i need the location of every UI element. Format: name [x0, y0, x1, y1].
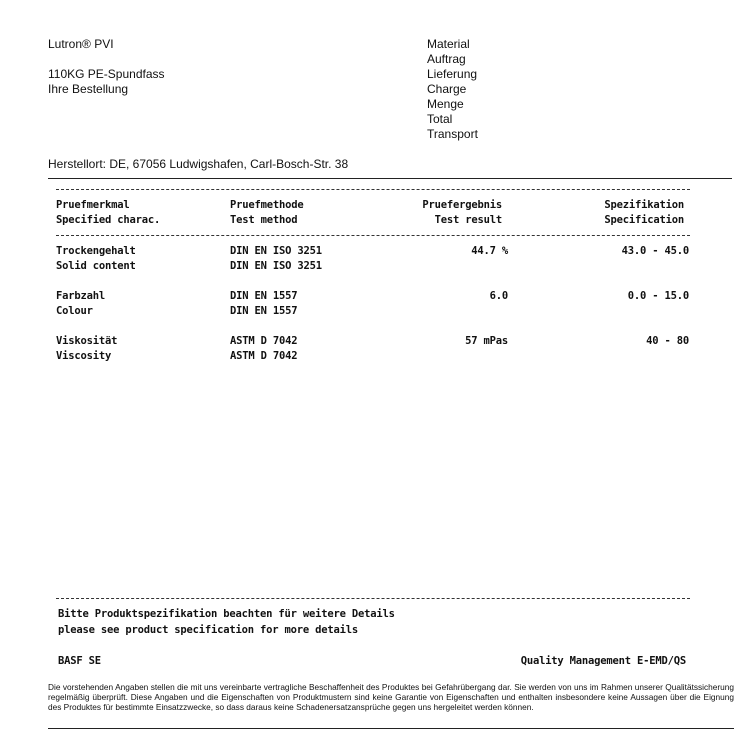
field-material: Material: [427, 37, 470, 51]
header-characteristic-de: Pruefmerkmal: [56, 199, 130, 211]
row-name-de: Farbzahl: [56, 290, 105, 302]
row-spec: 0.0 - 15.0: [627, 290, 689, 302]
header-result-en: Test result: [434, 214, 502, 226]
product-name: Lutron® PVI: [48, 37, 114, 51]
table-row: [56, 334, 117, 364]
field-transport: Transport: [427, 127, 478, 141]
field-total: Total: [427, 112, 453, 126]
row-spec: 40 - 80: [646, 335, 689, 347]
legal-disclaimer: Die vorstehenden Angaben stellen die mit uns vereinbarte vertragliche Beschaffenheit des Produktes bei Gefahrübergang dar. Sie werden von uns im Rahmen unserer Qualitätssicherung regelmäßig überprüft. Diese Angaben und die Eigenschaften von Produktmustern sind keine Garantie von Eigenschaften und enthalten insbesondere keine Aussagen über die Eignung des Produktes für bestimmte Einsatzzwecke, so dass daraus keine Schadenersatzansprüche gegen uns hergeleitet werden können.: [48, 682, 734, 712]
order-label: Ihre Bestellung: [48, 82, 129, 96]
table-dash-top: [56, 189, 690, 190]
row-method: [230, 244, 322, 274]
row-name-en: Colour: [56, 305, 93, 317]
header-result: [380, 198, 502, 228]
department: Quality Management E-EMD/QS: [520, 655, 686, 667]
header-method-en: Test method: [230, 214, 298, 226]
row-spec: 43.0 - 45.0: [621, 245, 689, 257]
row-method-en: DIN EN 1557: [230, 305, 298, 317]
table-row: [56, 289, 105, 319]
row-method-de: DIN EN ISO 3251: [230, 245, 322, 257]
row-name-de: Viskosität: [56, 335, 118, 347]
row-result: 57 mPas: [465, 335, 508, 347]
row-method: [230, 334, 297, 364]
company-name: BASF SE: [58, 655, 101, 667]
field-lieferung: Lieferung: [427, 67, 478, 81]
divider-bottom: [48, 728, 734, 729]
row-method-de: DIN EN 1557: [230, 290, 298, 302]
table-dash-header: [56, 235, 690, 236]
note-de: Bitte Produktspezifikation beachten für weitere Details: [58, 608, 395, 620]
row-method-de: ASTM D 7042: [230, 335, 298, 347]
note-en: please see product specification for more details: [58, 624, 358, 636]
row-method-en: ASTM D 7042: [230, 350, 298, 362]
header-method: [230, 198, 303, 228]
notes-dash: [56, 598, 690, 599]
row-name-de: Trockengehalt: [56, 245, 136, 257]
row-method: [230, 289, 297, 319]
row-result: 44.7 %: [471, 245, 508, 257]
package-type: 110KG PE-Spundfass: [48, 67, 165, 81]
row-name-en: Viscosity: [56, 350, 112, 362]
row-name-en: Solid content: [56, 260, 136, 272]
row-method-en: DIN EN ISO 3251: [230, 260, 322, 272]
field-menge: Menge: [427, 97, 464, 111]
header-characteristic-en: Specified charac.: [56, 214, 161, 226]
header-result-de: Pruefergebnis: [422, 199, 502, 211]
field-auftrag: Auftrag: [427, 52, 466, 66]
header-fields: [427, 37, 478, 142]
header-method-de: Pruefmethode: [230, 199, 304, 211]
row-result: 6.0: [489, 290, 508, 302]
table-row: [56, 244, 136, 274]
manufacturing-site: Herstellort: DE, 67056 Ludwigshafen, Carl-Bosch-Str. 38: [48, 157, 349, 171]
header-specification: [560, 198, 684, 228]
divider-top: [48, 178, 732, 179]
header-specification-de: Spezifikation: [604, 199, 684, 211]
header-characteristic: [56, 198, 160, 228]
field-charge: Charge: [427, 82, 467, 96]
header-specification-en: Specification: [604, 214, 684, 226]
